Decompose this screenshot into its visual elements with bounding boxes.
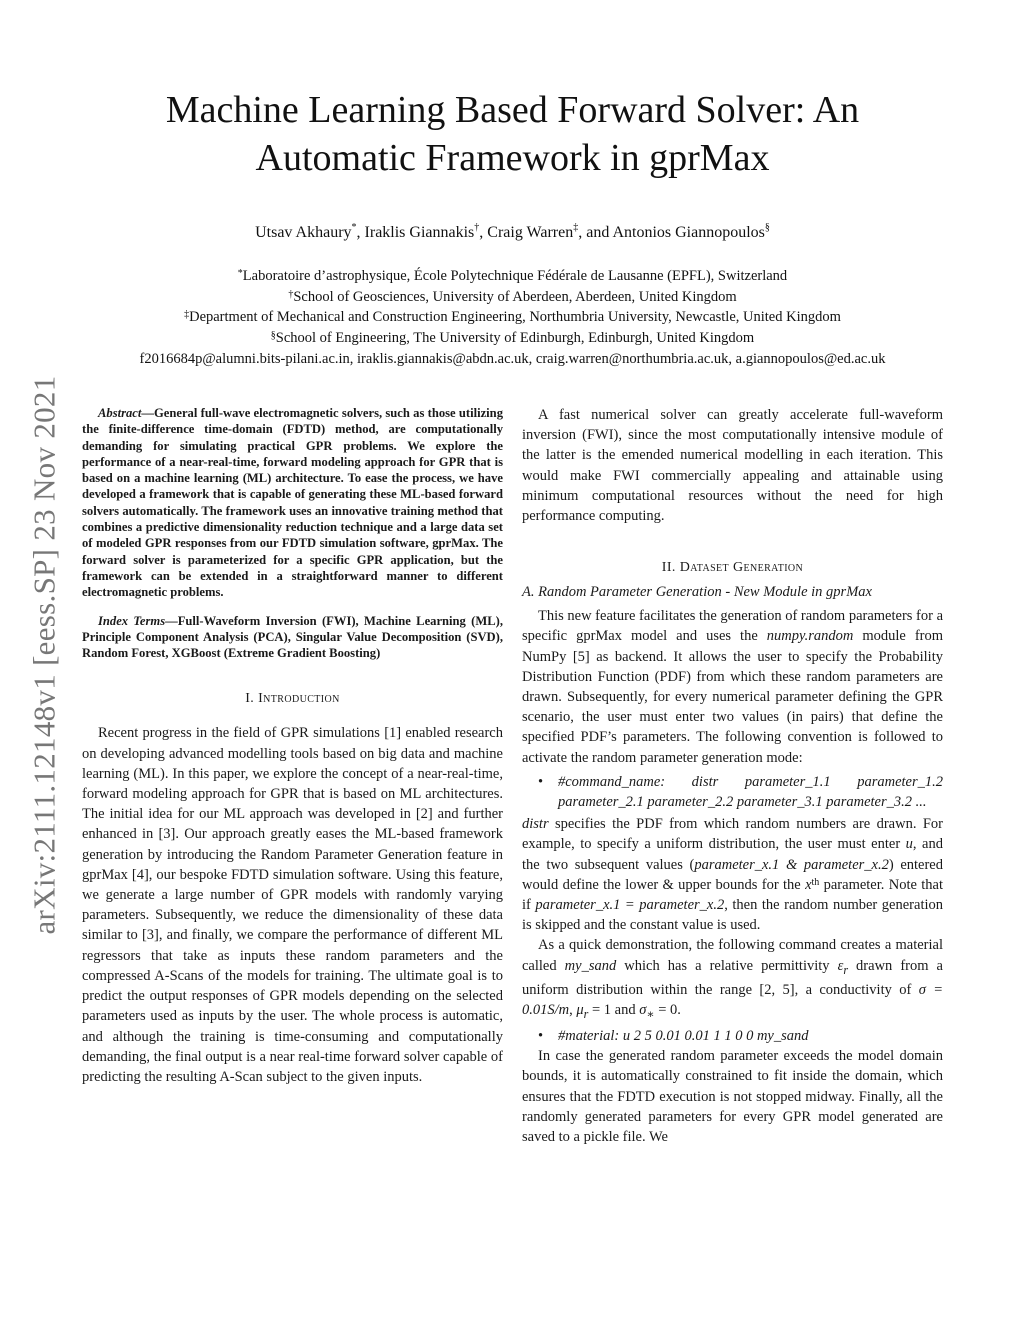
distr-params: parameter_x.1 & parameter_x.2 [694,856,889,873]
distr-text-1: specifies the PDF from which random numbers are drawn. For example, to specify a uniform distribution, the user must enter [522,816,943,853]
demo-text-4: = 1 and [588,1001,640,1018]
abstract [82,405,503,601]
right-column [522,405,943,1147]
affiliation-3-mark: ‡ [184,309,190,321]
intro-paragraph: Recent progress in the field of GPR simulations [1] enabled research on developing advanced modelling tools based on big data and machine learning (ML). In this paper, we explore the concept of a near-real-time, forward modeling approach for GPR that is based on ML architectures. The initial idea for our ML approach was developed in [2] and further enhanced in [3]. Our approach greatly eases the ML-based framework generation by introducing the Random Parameter Generation feature in gprMax [4], our bespoke FDTD simulation software. Using this feature, we generate a large number of GPR models with randomly varying parameters. Subsequently, we reduce the dimensionality of these data similar to [3], and finally, we compare the performance of different ML regressors that take as inputs these random parameters and the compressed A-Scans of the models for training. The ultimate goal is to predict the output responses of GPR models depending on the selected parameters used as inputs by the user. The whole process is automatic, and although the training is time-consuming and computationally demanding, the final output is a near real-time forward solver capable of predicting the resulting A-Scan subject to the given inputs. [82,725,503,1085]
index-terms-text: —Full-Waveform Inversion (FWI), Machine Learning (ML), Principle Component Analysis (PCA), Singular Value Decomposition (SVD), Random Forest, XGBoost (Extreme Gradient Boosting) [82,613,503,661]
affiliation-3 [60,307,965,328]
rpg-paragraph [522,606,943,768]
abstract-text: —General full-wave electromagnetic solvers, such as those utilizing the finite-difference time-domain (FDTD) method, are computationally demanding for simulating practical GPR problems. We explore the performance of a near-real-time, forward modeling approach for GPR that is based on a machine learning (ML) architecture. To ease the process, we have developed a framework that is capable of generating these ML-based forward solvers automatically. The framework uses an innovative training method that combines a predictive dimensionality reduction technique and a large data set of modeled GPR responses from our FDTD simulation software, gprMax. The forward solver is parameterized for a specific GPR application, but the framework can be extended in a straightforward manner to different electromagnetic problems. [82,406,503,600]
distr-text-3: ) entered would define the lower & upper bounds for the [522,856,943,893]
affiliation-4-text: School of Engineering, The University of Edinburgh, Edinburgh, United Kingdom [275,330,755,347]
demo-epsilon: ε [837,957,844,974]
affiliation-1-text: Laboratoire d’astrophysique, École Polytechnique Fédérale de Lausanne (EPFL), Switzerland [242,268,788,284]
distr-text-4: parameter. Note that if [522,876,944,914]
demo-sigma-eq: σ = 0.01S/m [522,981,943,1018]
affiliation-1 [60,266,965,287]
fwi-paragraph: A fast numerical solver can greatly accelerate full-waveform inversion (FWI), since the most computationally intensive module of the latter is the emended numerical modelling in each iteration. This would make FWI commercially appealing and attainable using minimum computational resources without the need for high performance computing. [522,407,943,525]
affiliation-1-mark: * [237,268,243,279]
distr-text-2: , and the two subsequent values ( [522,836,943,873]
demo-text-1: As a quick demonstration, the following command creates a material called [522,937,943,974]
section-heading-dataset [522,560,943,576]
rpg-text-2: module from NumPy [5] as backend. It allows the user to specify the Probability Distribution Function (PDF) from which these random parameters are drawn. Subsequently, for every numerical parameter defining the GPR scenario, the user must enter two values (in pairs) that define the specified PDF’s parameters. The following convention is followed to activate the random parameter generation mode: [522,628,943,766]
distr-term: distr [522,816,549,833]
author-2-mark: † [474,222,480,233]
demo-sigma-sub: ∗ [646,1006,655,1021]
arxiv-stamp [20,345,70,965]
demo-epsilon-sub: r [843,962,849,977]
demo-mu: μ [576,1001,584,1018]
title-line-1: Machine Learning Based Forward Solver: An [165,89,860,131]
index-terms-lead: Index Terms [98,613,166,628]
demo-sigma: σ [639,1001,647,1018]
arxiv-id: arXiv:2111.12148v1 [eess.SP] 23 Nov 2021 [27,375,62,935]
index-terms [82,613,503,662]
demo-text-3: drawn from a uniform distribution within the range [2, 5], a conductivity of [522,957,943,998]
author-3-mark: ‡ [573,222,579,233]
section-1-title: Introduction [258,691,340,707]
affiliation-2 [60,287,965,308]
author-4: and Antonios Giannopoulos [586,224,765,241]
section-2-number: II. [661,560,680,576]
section-heading-introduction [82,691,503,707]
affiliation-3-text: Department of Mechanical and Construction Engineering, Northumbria University, Newcastle, United Kingdom [189,309,841,326]
demo-text-5: = 0. [654,1001,681,1018]
affiliation-2-mark: † [288,288,294,300]
author-4-mark: § [764,222,770,233]
distr-th: th [811,876,820,888]
section-1-number: I. [245,691,259,707]
section-2-title: Dataset Generation [679,560,804,576]
email-list: f2016684p@alumni.bits-pilani.ac.in, iraklis.giannakis@abdn.ac.uk, craig.warren@northumbria.ac.uk, a.giannopoulos@ed.ac.uk [139,350,886,367]
distr-u: u [905,836,913,853]
demo-my-sand: my_sand [564,957,617,974]
title-line-2: Automatic Framework in gprMax [255,137,770,179]
affiliations [60,266,965,370]
command-syntax-bullet: • #command_name: distr parameter_1.1 parameter_1.2 parameter_2.1 parameter_2.2 parameter_3.1 parameter_3.2 ... [522,772,943,812]
author-1: Utsav Akhaury [255,224,352,241]
distr-x: x [805,876,812,893]
rpg-text-1: This new feature facilitates the generation of random parameters for a specific gprMax model and uses the [522,608,944,645]
final-paragraph: In case the generated random parameter exceeds the model domain bounds, it is automatically constrained to fit inside the domain, which ensures that the FDTD execution is not stopped midway. Finally, all the randomly generated parameters for every GPR model generated are saved to a pickle file. We [522,1048,943,1146]
demo-text-2: which has a relative permittivity [616,957,838,974]
material-command-bullet: • #material: u 2 5 0.01 0.01 1 1 0 0 my_sand [522,1026,943,1046]
author-3: Craig Warren [487,224,574,241]
subsection-heading-a: A. Random Parameter Generation - New Module in gprMax [522,584,872,601]
distr-equal-params: parameter_x.1 = parameter_x.2 [535,897,725,914]
distr-text-5: , then the random number generation is skipped and the constant value is used. [522,897,943,934]
distr-paragraph [522,814,943,935]
author-1-mark: * [351,222,357,233]
rpg-code-numpy: numpy.random [766,628,854,645]
author-2: Iraklis Giannakis [364,224,475,241]
affiliation-4-mark: § [270,330,276,342]
demo-mu-sub: r [583,1006,589,1021]
abstract-lead: Abstract [98,406,142,420]
demo-comma: , [569,1001,577,1018]
demo-paragraph [522,935,943,1024]
paper-title [90,86,935,182]
author-list: Utsav Akhaury*, Iraklis Giannakis†, Craig Warren‡, and Antonios Giannopoulos§ [255,222,770,241]
affiliation-2-text: School of Geosciences, University of Aberdeen, Aberdeen, United Kingdom [293,288,737,305]
affiliation-4 [60,328,965,349]
left-column [82,405,503,1087]
